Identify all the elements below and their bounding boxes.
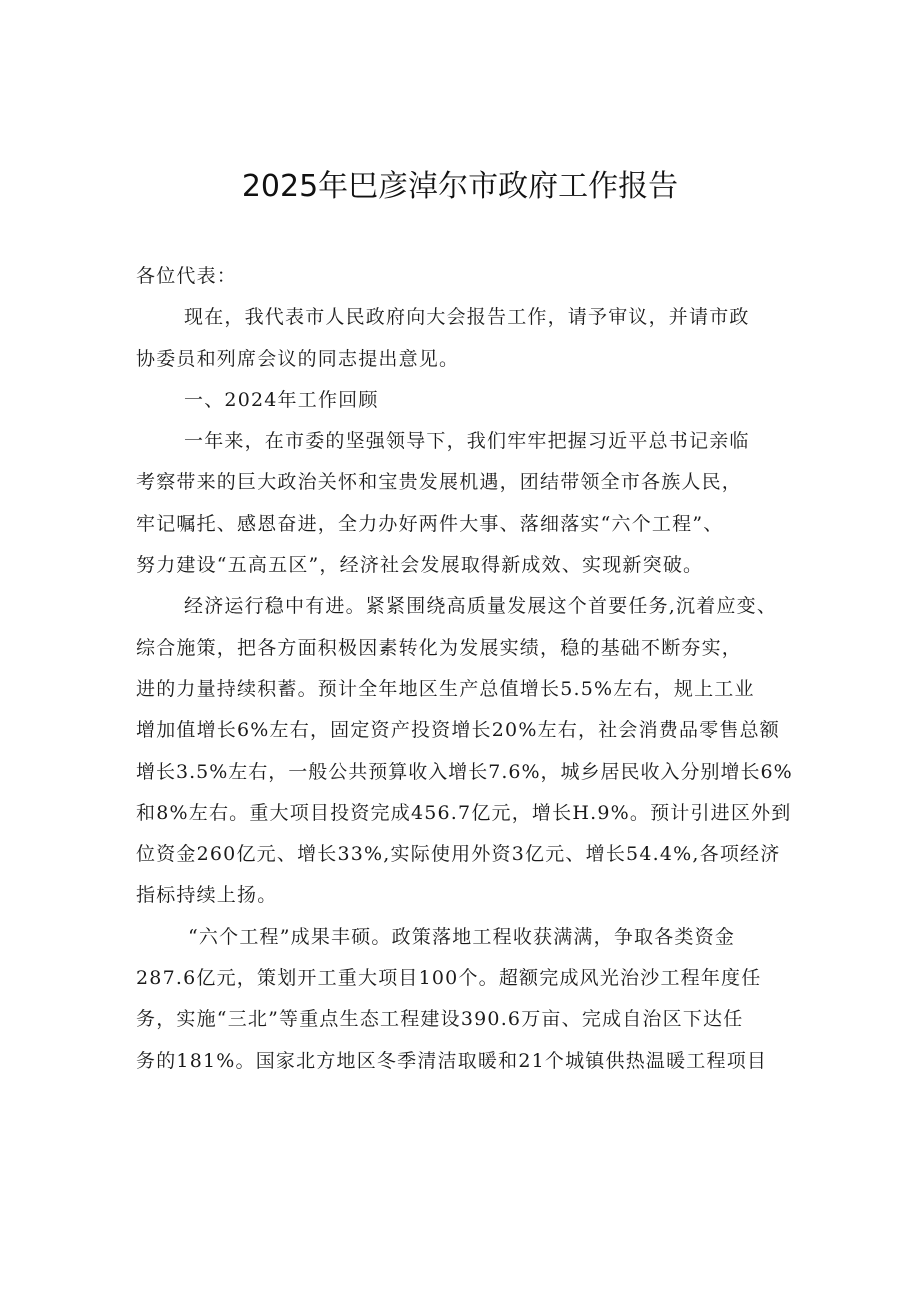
paragraph-line: 进的力量持续积蓄。预计全年地区生产总值增长5.5%左右，规上工业 — [136, 677, 755, 700]
paragraph-line: 和8%左右。重大项目投资完成456.7亿元，增长H.9%。预计引进区外到 — [136, 801, 792, 824]
paragraph-line: 综合施策，把各方面积极因素转化为发展实绩，稳的基础不断夯实， — [136, 636, 743, 659]
paragraph-line: 增加值增长6%左右，固定资产投资增长20%左右，社会消费品零售总额 — [136, 719, 780, 742]
paragraph-line: 位资金260亿元、增长33%,实际使用外资3亿元、增长54.4%,各项经济 — [136, 843, 781, 866]
paragraph-line: 努力建设“五高五区”，经济社会发展取得新成效、实现新突破。 — [136, 554, 704, 577]
paragraph-line: 经济运行稳中有进。紧紧围绕高质量发展这个首要任务,沉着应变、 — [184, 595, 778, 618]
paragraph-line: 协委员和列席会议的同志提出意见。 — [136, 347, 460, 370]
paragraph-line: “六个工程”成果丰硕。政策落地工程收获满满，争取各类资金 — [188, 925, 736, 948]
paragraph-line: 务，实施“三北”等重点生态工程建设390.6万亩、完成自治区下达任 — [136, 1008, 744, 1031]
paragraph-line: 现在，我代表市人民政府向大会报告工作，请予审议，并请市政 — [184, 306, 750, 329]
paragraph-line: 牢记嘱托、感恩奋进，全力办好两件大事、落细落实“六个工程”、 — [136, 512, 724, 535]
paragraph-line: 增长3.5%左右，一般公共预算收入增长7.6%，城乡居民收入分别增长6% — [136, 760, 793, 783]
paragraph-line: 考察带来的巨大政治关怀和宝贵发展机遇，团结带领全市各族人民， — [136, 471, 743, 494]
salutation-line: 各位代表： — [136, 265, 238, 287]
paragraph-line: 一年来，在市委的坚强领导下，我们牢牢把握习近平总书记亲临 — [184, 430, 750, 453]
document-body — [136, 256, 796, 1082]
section-heading: 一、2024年工作回顾 — [184, 388, 379, 411]
paragraph-line: 287.6亿元，策划开工重大项目100个。超额完成风光治沙工程年度任 — [136, 967, 762, 990]
paragraph-line: 务的181%。国家北方地区冬季清洁取暖和21个城镇供热温暖工程项目 — [136, 1049, 768, 1072]
paragraph-line: 指标持续上扬。 — [136, 884, 278, 907]
document-title: 2025年巴彦淖尔市政府工作报告 — [241, 169, 679, 204]
